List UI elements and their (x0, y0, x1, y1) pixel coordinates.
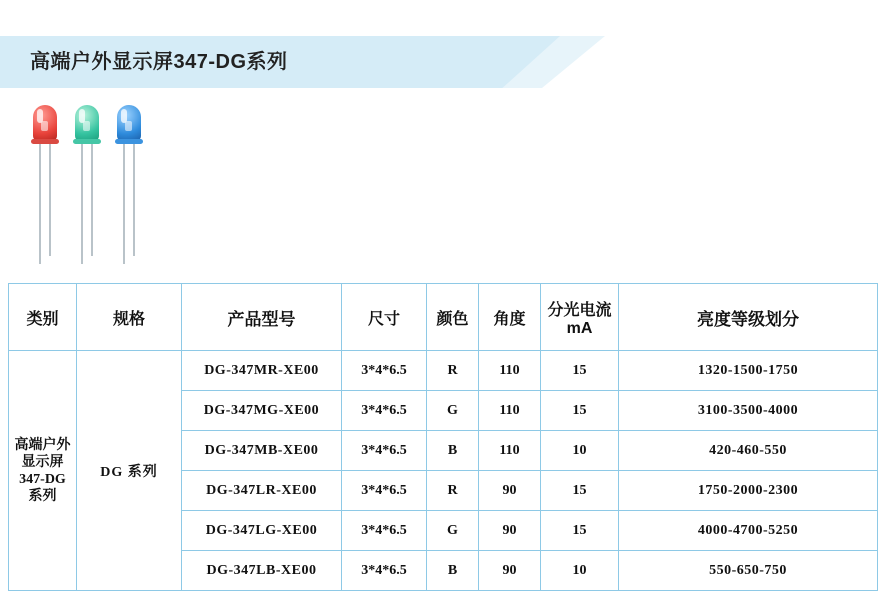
header-model: 产品型号 (182, 284, 342, 351)
led-product-photo (20, 105, 160, 265)
cell-brightness: 550-650-750 (619, 551, 878, 591)
cell-brightness: 4000-4700-5250 (619, 511, 878, 551)
cell-angle: 110 (479, 351, 541, 391)
header-size: 尺寸 (342, 284, 427, 351)
table-header-row (9, 284, 878, 351)
cell-angle: 90 (479, 471, 541, 511)
cell-size: 3*4*6.5 (342, 431, 427, 471)
cell-brightness: 1320-1500-1750 (619, 351, 878, 391)
cell-current: 10 (541, 551, 619, 591)
cell-model: DG-347LB-XE00 (182, 551, 342, 591)
cell-color: R (427, 351, 479, 391)
blue-led-lead-right (133, 144, 135, 256)
specification-table (8, 283, 878, 591)
cell-angle: 90 (479, 551, 541, 591)
blue-led-lead-left (123, 144, 125, 264)
red-led-lead-left (39, 144, 41, 264)
green-led-chip (83, 121, 90, 131)
cell-current: 15 (541, 511, 619, 551)
cell-brightness: 1750-2000-2300 (619, 471, 878, 511)
cell-color: G (427, 511, 479, 551)
red-led-flange (31, 139, 59, 144)
blue-led-chip (125, 121, 132, 131)
cell-size: 3*4*6.5 (342, 351, 427, 391)
page-header (0, 36, 885, 88)
cell-category: 高端户外显示屏347-DG系列 (9, 351, 77, 591)
cell-current: 15 (541, 391, 619, 431)
header-spec: 规格 (77, 284, 182, 351)
red-led-lead-right (49, 144, 51, 256)
cell-angle: 90 (479, 511, 541, 551)
cell-size: 3*4*6.5 (342, 511, 427, 551)
cell-color: G (427, 391, 479, 431)
cell-spec: DG 系列 (77, 351, 182, 591)
header-angle: 角度 (479, 284, 541, 351)
cell-size: 3*4*6.5 (342, 471, 427, 511)
cell-current: 15 (541, 351, 619, 391)
blue-led-flange (115, 139, 143, 144)
table-row (9, 351, 878, 391)
red-led (30, 105, 60, 265)
cell-model: DG-347MB-XE00 (182, 431, 342, 471)
header-brightness: 亮度等级划分 (619, 284, 878, 351)
header-category: 类别 (9, 284, 77, 351)
cell-angle: 110 (479, 431, 541, 471)
green-led-lead-right (91, 144, 93, 256)
cell-model: DG-347LR-XE00 (182, 471, 342, 511)
page-title: 高端户外显示屏347-DG系列 (30, 51, 288, 73)
header-current: 分光电流mA (541, 284, 619, 351)
green-led-flange (73, 139, 101, 144)
green-led-lead-left (81, 144, 83, 264)
cell-size: 3*4*6.5 (342, 391, 427, 431)
blue-led (114, 105, 144, 265)
cell-brightness: 3100-3500-4000 (619, 391, 878, 431)
cell-brightness: 420-460-550 (619, 431, 878, 471)
cell-current: 10 (541, 431, 619, 471)
cell-model: DG-347MR-XE00 (182, 351, 342, 391)
cell-model: DG-347LG-XE00 (182, 511, 342, 551)
cell-color: B (427, 431, 479, 471)
cell-current: 15 (541, 471, 619, 511)
green-led (72, 105, 102, 265)
header-color: 颜色 (427, 284, 479, 351)
red-led-chip (41, 121, 48, 131)
cell-color: R (427, 471, 479, 511)
cell-angle: 110 (479, 391, 541, 431)
cell-model: DG-347MG-XE00 (182, 391, 342, 431)
cell-color: B (427, 551, 479, 591)
cell-size: 3*4*6.5 (342, 551, 427, 591)
